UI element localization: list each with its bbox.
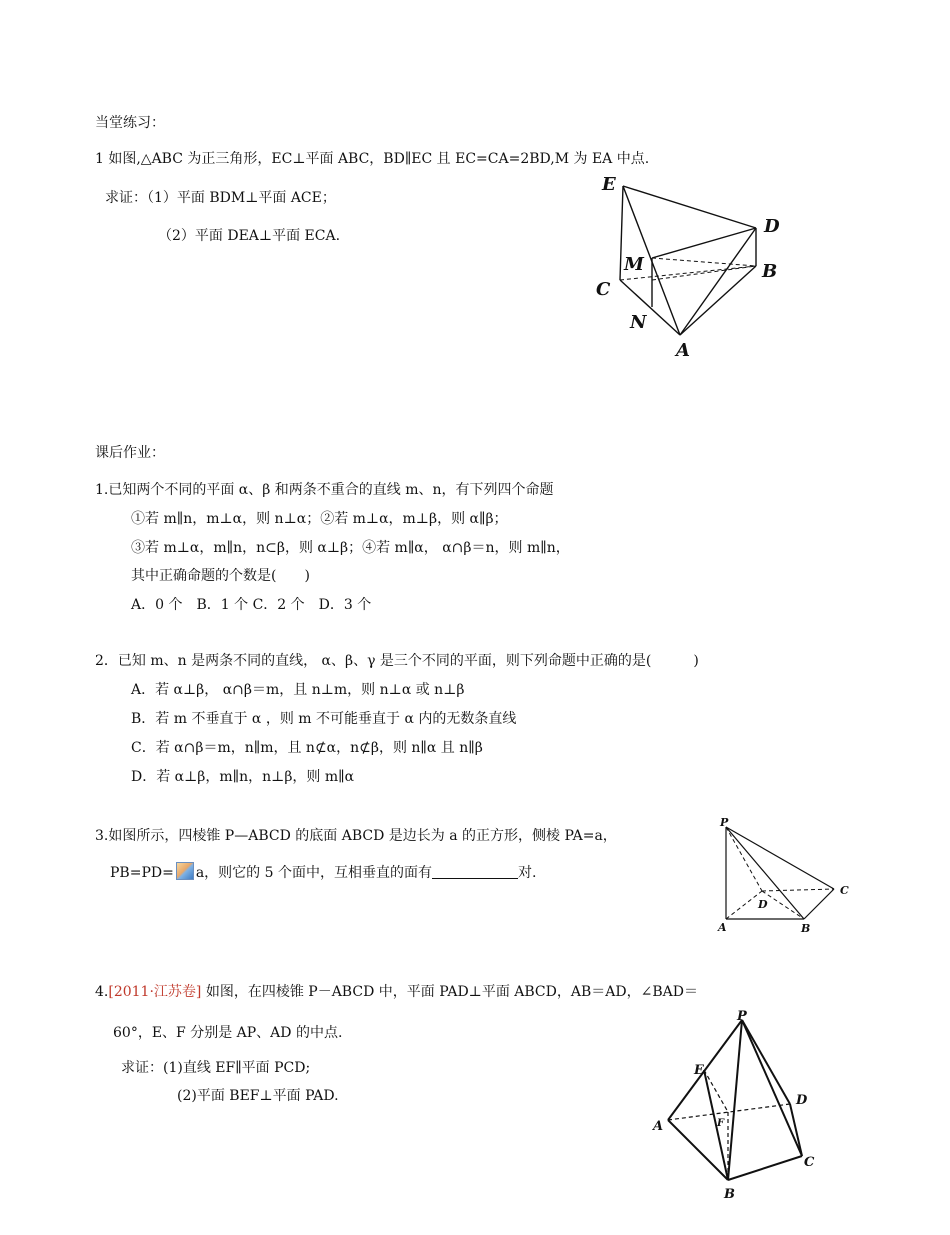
- hw1-proposition-line1: ①若 m∥n，m⊥α，则 n⊥α；②若 m⊥α，m⊥β，则 α∥β；: [131, 511, 508, 527]
- label-P: P: [737, 1009, 747, 1024]
- hw1-proposition-line2: ③若 m⊥α，m∥n，n⊂β，则 α⊥β；④若 m∥α， α∩β＝n，则 m∥n，: [131, 540, 570, 556]
- label-D: D: [764, 216, 780, 237]
- hw1-stem: 1.已知两个不同的平面 α、β 和两条不重合的直线 m、n，有下列四个命题: [95, 482, 554, 498]
- hw3-line1: 3.如图所示，四棱锥 P—ABCD 的底面 ABCD 是边长为 a 的正方形，侧棱 PA=a，: [95, 828, 617, 844]
- label-B: B: [762, 261, 778, 282]
- section-title-homework: 课后作业：: [95, 445, 165, 461]
- hw4-line2: 60°，E、F 分别是 AP、AD 的中点.: [113, 1025, 343, 1041]
- hw3-line2-body: a，则它的 5 个面中，互相垂直的面有: [195, 865, 432, 881]
- hw1-question: 其中正确命题的个数是( ): [131, 568, 310, 584]
- problem1-prove-part1: 求证：（1）平面 BDM⊥平面 ACE；: [105, 190, 336, 206]
- label-A: A: [653, 1119, 664, 1134]
- label-B: B: [801, 922, 811, 935]
- problem1-statement: 1 如图,△ABC 为正三角形，EC⊥平面 ABC，BD∥EC 且 EC=CA=2BD,M 为 EA 中点.: [95, 151, 650, 167]
- hw4-stem: 如图，在四棱锥 P－ABCD 中，平面 PAD⊥平面 ABCD，AB＝AD，∠BAD＝: [205, 984, 698, 1000]
- hw3-line2-prefix: PB=PD=: [110, 865, 174, 881]
- hw1-options: A．0 个 B．1 个 C．2 个 D．3 个: [131, 597, 372, 613]
- hw2-option-b: B．若 m 不垂直于 α ，则 m 不可能垂直于 α 内的无数条直线: [131, 711, 517, 727]
- hw4-number: 4.: [95, 984, 109, 1000]
- hw3-line2: [110, 862, 536, 883]
- section-title-practice: 当堂练习：: [95, 115, 165, 131]
- label-C: C: [840, 884, 849, 897]
- hw4-prove2: (2)平面 BEF⊥平面 PAD.: [177, 1088, 339, 1104]
- hw2-option-d: D．若 α⊥β，m∥n，n⊥β，则 m∥α: [131, 769, 355, 785]
- figure-prism-ebcda: [590, 170, 790, 360]
- label-M: M: [624, 254, 644, 275]
- hw4-source: [2011·江苏卷]: [108, 984, 202, 1000]
- hw4-line1: [95, 982, 698, 1002]
- figure-pyramid-pabcd-ef: [648, 1008, 823, 1208]
- label-D: D: [758, 898, 768, 911]
- label-N: N: [630, 312, 647, 333]
- label-B: B: [724, 1187, 735, 1202]
- hw2-option-c: C．若 α∩β＝m，n∥m，且 n⊄α，n⊄β，则 n∥α 且 n∥β: [131, 740, 483, 756]
- label-C: C: [596, 279, 611, 300]
- label-F: F: [717, 1118, 725, 1129]
- label-E: E: [602, 174, 616, 195]
- answer-blank: [432, 864, 518, 879]
- label-D: D: [796, 1093, 808, 1108]
- hw4-prove1: 求证：(1)直线 EF∥平面 PCD;: [121, 1060, 311, 1076]
- label-C: C: [804, 1155, 815, 1170]
- label-A: A: [676, 340, 690, 360]
- label-A: A: [718, 921, 727, 934]
- hw2-option-a: A．若 α⊥β， α∩β＝m，且 n⊥m，则 n⊥α 或 n⊥β: [131, 682, 465, 698]
- hw2-stem: 2．已知 m、n 是两条不同的直线， α、β、γ 是三个不同的平面，则下列命题中正确的是( ): [95, 653, 699, 669]
- hw3-line2-end: 对.: [517, 865, 537, 881]
- label-P: P: [720, 816, 729, 829]
- problem1-prove-part2: （2）平面 DEA⊥平面 ECA.: [158, 228, 341, 244]
- figure-pyramid-pabcd: [712, 815, 862, 940]
- sqrt2-image-icon: [176, 862, 194, 880]
- label-E: E: [694, 1063, 704, 1078]
